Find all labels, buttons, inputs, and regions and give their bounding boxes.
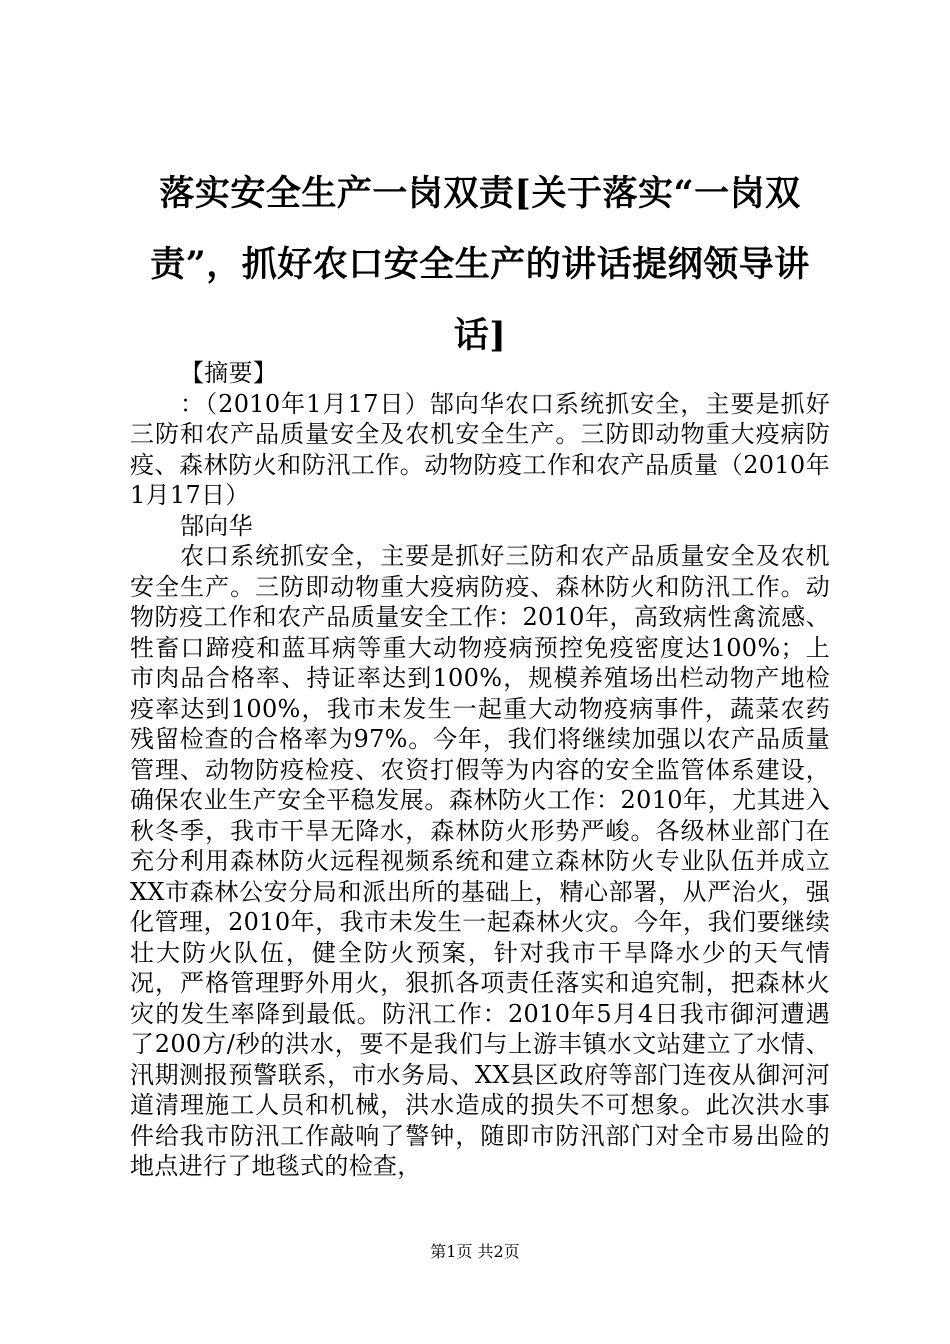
document-body [130, 358, 830, 1182]
abstract-text: ：（2010年1月17日）郜向华农口系统抓安全，主要是抓好三防和农产品质量安全及农机安全生产。三防即动物重大疫病防疫、森林防火和防汛工作。动物防疫工作和农产品质量（2010年1月17日） [130, 389, 830, 509]
body-paragraph: 农口系统抓安全，主要是抓好三防和农产品质量安全及农机安全生产。三防即动物重大疫病防疫、森林防火和防汛工作。动物防疫工作和农产品质量安全工作：2010年，高致病性禽流感、牲畜口蹄疫和蓝耳病等重大动物疫病预控免疫密度达100%；上市肉品合格率、持证率达到100%，规模养殖场出栏动物产地检疫率达到100%，我市未发生一起重大动物疫病事件，蔬菜农药残留检查的合格率为97%。今年，我们将继续加强以农产品质量管理、动物防疫检疫、农资打假等为内容的安全监管体系建设，确保农业生产安全平稳发展。森林防火工作：2010年，尤其进入秋冬季，我市干旱无降水，森林防火形势严峻。各级林业部门在充分利用森林防火远程视频系统和建立森林防火专业队伍并成立XX市森林公安分局和派出所的基础上，精心部署，从严治火，强化管理，2010年，我市未发生一起森林火灾。今年，我们要继续壮大防火队伍，健全防火预案，针对我市干旱降水少的天气情况，严格管理野外用火，狠抓各项责任落实和追究制，把森林火灾的发生率降到最低。防汛工作：2010年5月4日我市御河遭遇了200方/秒的洪水，要不是我们与上游丰镇水文站建立了水情、汛期测报预警联系，市水务局、XX县区政府等部门连夜从御河河道清理施工人员和机械，洪水造成的损失不可想象。此次洪水事件给我市防汛工作敲响了警钟，随即市防汛部门对全市易出险的地点进行了地毯式的检查， [130, 542, 830, 1180]
document-title: 落实安全生产一岗双责[关于落实“一岗双责”，抓好农口安全生产的讲话提纲领导讲话] [150, 173, 810, 356]
author-name: 郜向华 [180, 511, 253, 540]
abstract-heading: 【摘要】 [180, 359, 278, 387]
page-number-footer: 第1页 共2页 [430, 1242, 520, 1261]
